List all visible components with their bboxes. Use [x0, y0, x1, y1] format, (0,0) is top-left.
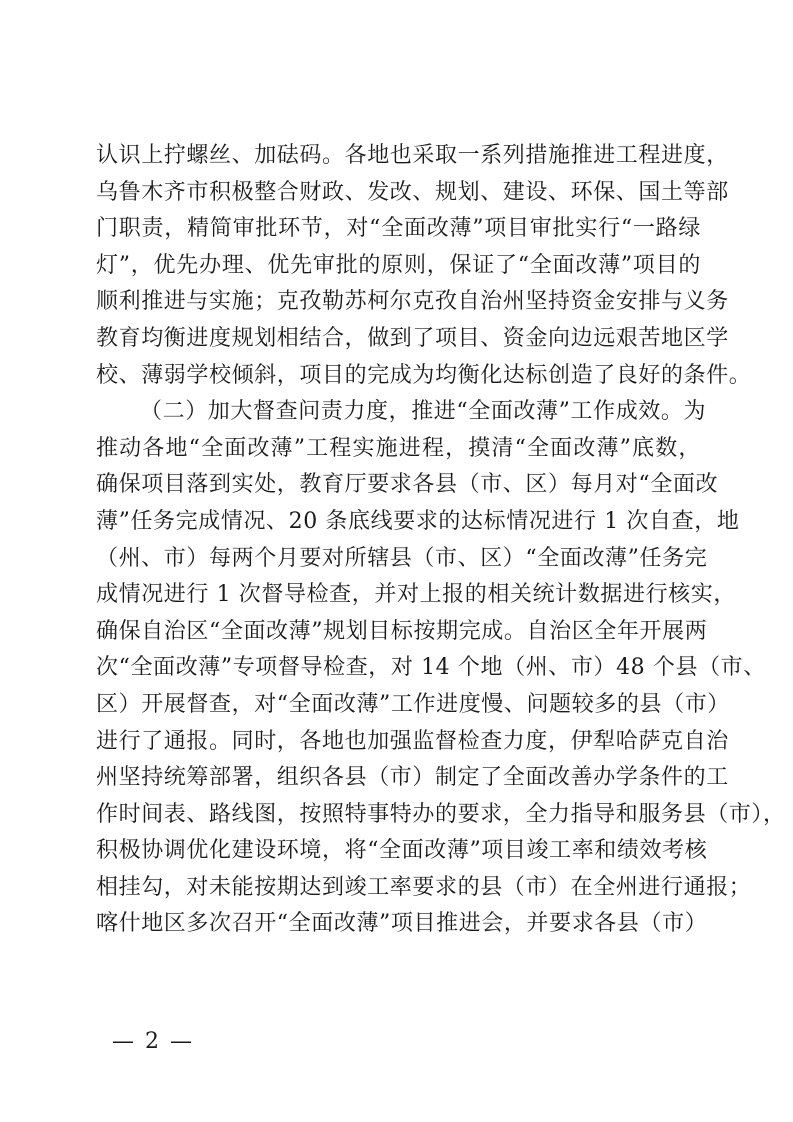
text-line: 认识上拧螺丝、加砝码。各地也采取一系列措施推进工程进度， [96, 143, 729, 168]
text-line: 灯”，优先办理、优先审批的原则，保证了“全面改薄”项目的 [96, 252, 701, 278]
text-line: 进行了通报。同时，各地也加强监督检查力度，伊犁哈萨克自治 [96, 728, 729, 754]
text-line: 推动各地“全面改薄”工程实施进程，摸清“全面改薄”底数， [96, 435, 701, 461]
text-line: 喀什地区多次召开“全面改薄”项目推进会，并要求各县（市） [96, 911, 708, 937]
text-line: 顺利推进与实施；克孜勒苏柯尔克孜自治州坚持资金安排与义务 [96, 289, 729, 315]
text-line: 次“全面改薄”专项督导检查，对 14 个地（州、市）48 个县（市、 [96, 655, 766, 681]
text-line: 教育均衡进度规划相结合，做到了项目、资金向边远艰苦地区学 [96, 325, 729, 351]
text-line: 积极协调优化建设环境，将“全面改薄”项目竣工率和绩效考核 [96, 838, 708, 864]
text-line: （州、市）每两个月要对所辖县（市、区）“全面改薄”任务完 [96, 545, 708, 571]
section-heading-line: （二）加大督查问责力度，推进“全面改薄”工作成效。为 [140, 399, 707, 425]
page-number: — 2 — [112, 1029, 194, 1054]
text-line: 作时间表、路线图，按照特事特办的要求，全力指导和服务县（市）， [96, 801, 786, 827]
text-line: 相挂勾，对未能按期达到竣工率要求的县（市）在全州进行通报； [96, 874, 752, 900]
text-line: 确保自治区“全面改薄”规划目标按期完成。自治区全年开展两 [96, 618, 708, 644]
text-line: 薄”任务完成情况、20 条底线要求的达标情况进行 1 次自查，地 [96, 508, 740, 534]
body-text [96, 138, 786, 943]
text-line: 门职责，精简审批环节，对“全面改薄”项目审批实行“一路绿 [96, 216, 701, 242]
text-line: 区）开展督查，对“全面改薄”工作进度慢、问题较多的县（市） [96, 691, 730, 717]
text-line: 成情况进行 1 次督导检查，并对上报的相关统计数据进行核实， [96, 582, 736, 608]
text-line: 确保项目落到实处，教育厅要求各县（市、区）每月对“全面改 [96, 472, 719, 498]
text-line: 校、薄弱学校倾斜，项目的完成为均衡化达标创造了良好的条件。 [96, 362, 752, 388]
text-line: 州坚持统筹部署，组织各县（市）制定了全面改善办学条件的工 [96, 765, 729, 791]
text-line: 乌鲁木齐市积极整合财政、发改、规划、建设、环保、国土等部 [96, 179, 729, 205]
